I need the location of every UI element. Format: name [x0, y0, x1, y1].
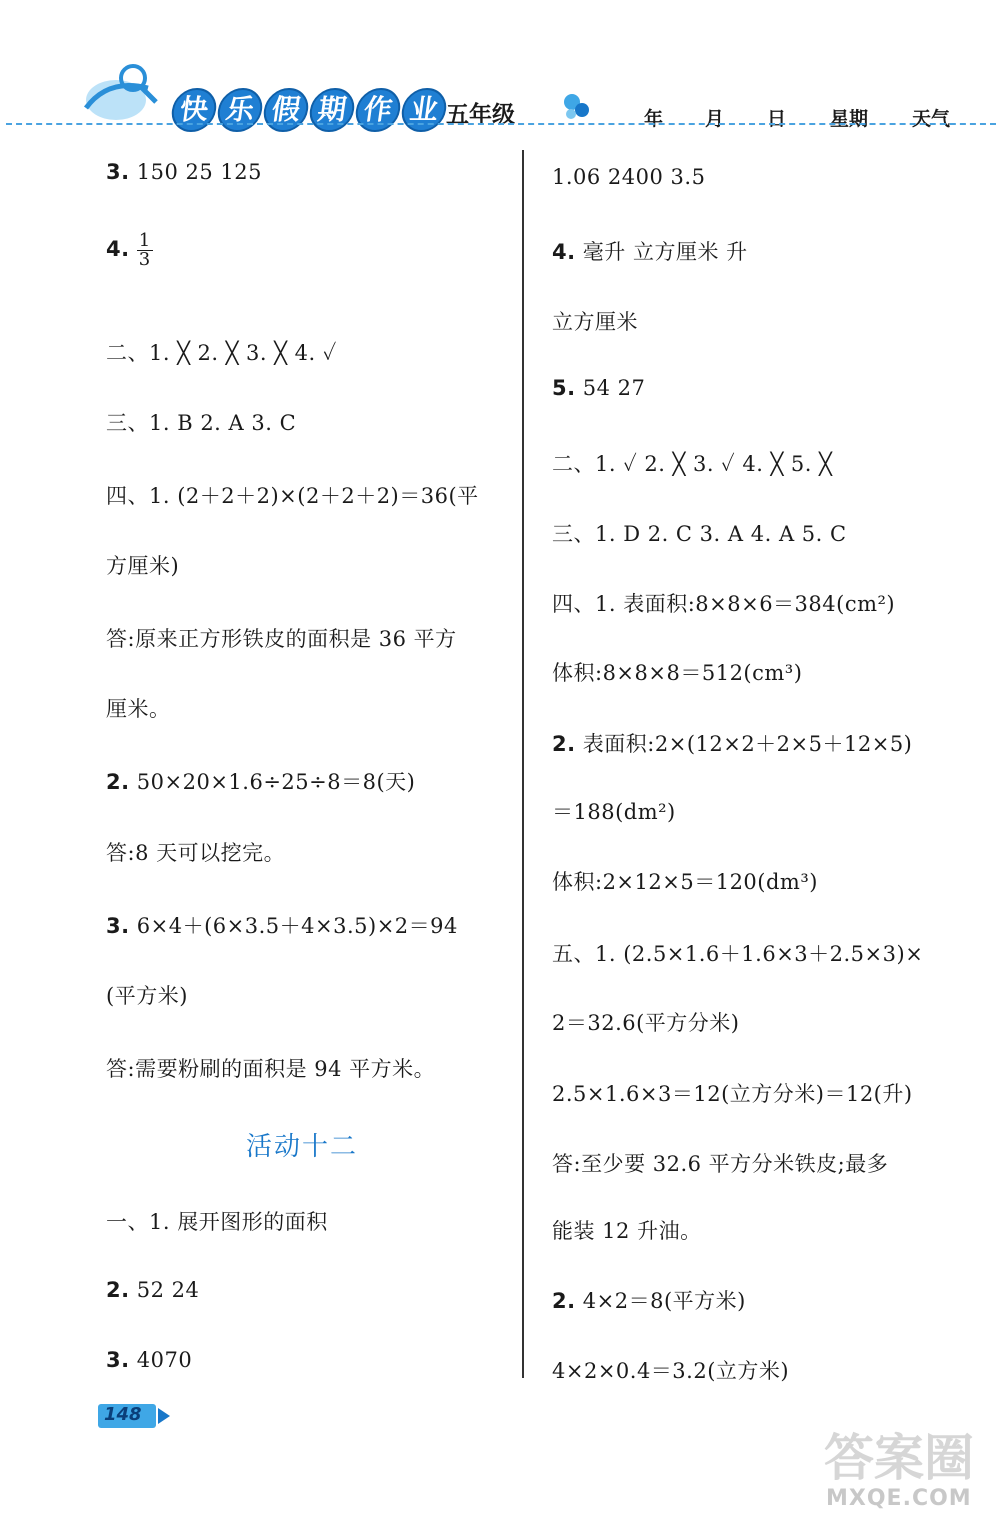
- answer-line: 1.06 2400 3.5: [552, 165, 706, 189]
- answer-line: 2. 50×20×1.6÷25÷8＝8(天): [106, 770, 416, 794]
- answer-line: 二、1. ✓ 2. ╳ 3. ✓ 4. ╳ 5. ╳: [552, 452, 833, 476]
- weekday-field: 星期: [830, 108, 869, 130]
- answer-line: 五、1. (2.5×1.6＋1.6×3＋2.5×3)×: [552, 942, 924, 966]
- answer-line: 2. 52 24: [106, 1278, 200, 1302]
- answer-line: 厘米。: [106, 697, 171, 721]
- bubbles-icon: [562, 92, 592, 122]
- answer-line: 立方厘米: [552, 310, 638, 334]
- weather-field: 天气: [912, 108, 951, 130]
- title-char: 作: [353, 88, 403, 132]
- answer-line: 3. 4070: [106, 1348, 193, 1372]
- magnifier-logo-icon: [78, 58, 168, 128]
- header-divider: [6, 123, 996, 125]
- answer-line: 2.5×1.6×3＝12(立方分米)＝12(升): [552, 1082, 913, 1106]
- answer-line: 三、1. B 2. A 3. C: [106, 411, 297, 435]
- answer-line: ＝188(dm²): [552, 800, 676, 824]
- title-char: 业: [399, 88, 449, 132]
- grade-label: 五年级: [446, 102, 515, 128]
- answer-line: 3. 150 25 125: [106, 160, 263, 184]
- title-char: 快: [169, 88, 219, 132]
- title-char: 假: [261, 88, 311, 132]
- answer-line: 二、1. ╳ 2. ╳ 3. ╳ 4. ✓: [106, 341, 337, 365]
- watermark-main: 答案圈: [824, 1429, 974, 1487]
- answer-line: 2. 表面积:2×(12×2＋2×5＋12×5): [552, 732, 913, 756]
- column-divider: [522, 150, 524, 1378]
- fraction: $\frac{1}{3}$: [138, 230, 151, 270]
- answer-line: 4. 毫升 立方厘米 升: [552, 240, 748, 264]
- answer-line: 四、1. 表面积:8×8×6＝384(cm²): [552, 592, 896, 616]
- title-char: 乐: [215, 88, 265, 132]
- page-number: 148: [104, 1404, 142, 1425]
- year-field: 年: [644, 108, 664, 130]
- answer-line: (平方米): [106, 984, 188, 1008]
- title-char: 期: [307, 88, 357, 132]
- day-field: 日: [767, 108, 787, 130]
- section-title: 活动十二: [246, 1132, 359, 1162]
- answer-line: 答:需要粉刷的面积是 94 平方米。: [106, 1057, 436, 1081]
- answer-line: 2＝32.6(平方分米): [552, 1011, 740, 1035]
- page-header: [0, 0, 1000, 140]
- answer-line: 体积:2×12×5＝120(dm³): [552, 870, 818, 894]
- answer-line: 答:原来正方形铁皮的面积是 36 平方: [106, 627, 457, 651]
- watermark-url: MXQE.COM: [826, 1486, 972, 1511]
- book-title: [172, 88, 446, 132]
- answer-line: 答:至少要 32.6 平方分米铁皮;最多: [552, 1152, 889, 1176]
- answer-line: 一、1. 展开图形的面积: [106, 1210, 328, 1234]
- answer-line: 三、1. D 2. C 3. A 4. A 5. C: [552, 522, 847, 546]
- answer-line: 4. $\frac{1}{3}$: [106, 230, 151, 270]
- answer-line: 方厘米): [106, 554, 180, 578]
- answer-line: 5. 54 27: [552, 376, 646, 400]
- month-field: 月: [705, 108, 725, 130]
- answer-line: 四、1. (2＋2＋2)×(2＋2＋2)＝36(平: [106, 484, 479, 508]
- answer-line: 4×2×0.4＝3.2(立方米): [552, 1359, 790, 1383]
- answer-line: 能装 12 升油。: [552, 1219, 702, 1243]
- answer-line: 体积:8×8×8＝512(cm³): [552, 661, 803, 685]
- answer-line: 2. 4×2＝8(平方米): [552, 1289, 746, 1313]
- answer-line: 答:8 天可以挖完。: [106, 841, 286, 865]
- answer-line: 3. 6×4＋(6×3.5＋4×3.5)×2＝94: [106, 914, 458, 938]
